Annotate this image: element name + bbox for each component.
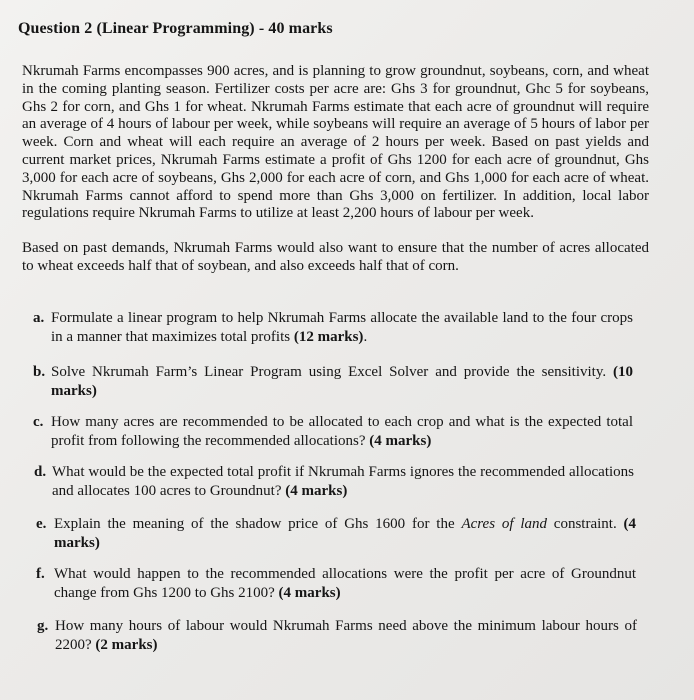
question-c-marks: (4 marks) bbox=[369, 433, 432, 449]
question-d-label: d. bbox=[34, 464, 47, 480]
question-g bbox=[37, 617, 637, 655]
question-c bbox=[33, 413, 633, 451]
question-g-text: How many hours of labour would Nkrumah Farms need above the minimum labour hours of 2200? bbox=[55, 618, 637, 653]
question-a bbox=[33, 309, 633, 347]
demand-paragraph: Based on past demands, Nkrumah Farms would also want to ensure that the number of acres allocated to wheat exceeds half that of soybean, and also exceeds half that of corn. bbox=[22, 240, 649, 274]
question-f bbox=[36, 565, 636, 603]
question-e-marks: (4 marks) bbox=[54, 516, 637, 551]
question-d bbox=[34, 463, 634, 501]
question-b bbox=[33, 363, 633, 401]
question-g-marks: (2 marks) bbox=[95, 637, 158, 653]
problem-paragraph: Nkrumah Farms encompasses 900 acres, and is planning to grow groundnut, soybeans, corn, and wheat in the coming planting season. Fertilizer costs per acre are: Ghs 3 for groundnut, Ghc 5 for soybeans, Ghs 2 for corn, and Ghs 1 for wheat. Nkrumah Farms estimate that each acre of groundnut will require an average of 4 hours of labour per week, while soybeans will require an average of 5 hours of labor per week. Corn and wheat will each require an average of 2 hours per week. Based on past yields and current market prices, Nkrumah Farms estimate a profit of Ghs 1200 for each acre of groundnut, Ghs 3,000 for each acre of soybeans, Ghs 2,000 for each acre of corn, and Ghs 1,000 for each acre of wheat. Nkrumah Farms cannot afford to spend more than Ghs 3,000 on fertilizer. In addition, local labor regulations require Nkrumah Farms to utilize at least 2,200 hours of labour per week. bbox=[22, 63, 649, 222]
question-c-text: How many acres are recommended to be allocated to each crop and what is the expected total profit from following the recommended allocations? bbox=[51, 414, 633, 449]
question-b-marks: (10 marks) bbox=[51, 364, 633, 399]
question-f-marks: (4 marks) bbox=[278, 585, 341, 601]
question-b-label: b. bbox=[33, 364, 46, 380]
question-a-label: a. bbox=[33, 310, 45, 326]
question-a-text: Formulate a linear program to help Nkrumah Farms allocate the available land to the four crops in a manner that maximizes total profits bbox=[51, 310, 633, 345]
question-g-label: g. bbox=[37, 618, 49, 634]
question-e-text: Explain the meaning of the shadow price of Ghs 1600 for the bbox=[54, 516, 455, 532]
question-e-text-after: constraint. bbox=[553, 516, 617, 532]
question-d-text: What would be the expected total profit if Nkrumah Farms ignores the recommended allocations and allocates 100 acres to Groundnut? bbox=[52, 464, 634, 499]
question-a-end: . bbox=[363, 329, 368, 345]
question-b-text: Solve Nkrumah Farm’s Linear Program using Excel Solver and provide the sensitivity. bbox=[51, 364, 607, 380]
question-e-italic: Acres of land bbox=[461, 516, 547, 532]
question-d-marks: (4 marks) bbox=[285, 483, 348, 499]
question-c-label: c. bbox=[33, 414, 44, 430]
question-e bbox=[36, 515, 636, 553]
question-a-marks: (12 marks) bbox=[293, 329, 364, 345]
question-e-label: e. bbox=[36, 516, 47, 532]
question-title: Question 2 (Linear Programming) - 40 marks bbox=[18, 20, 333, 37]
question-f-label: f. bbox=[36, 566, 45, 582]
question-f-text: What would happen to the recommended allocations were the profit per acre of Groundnut change from Ghs 1200 to Ghs 2100? bbox=[54, 566, 636, 601]
